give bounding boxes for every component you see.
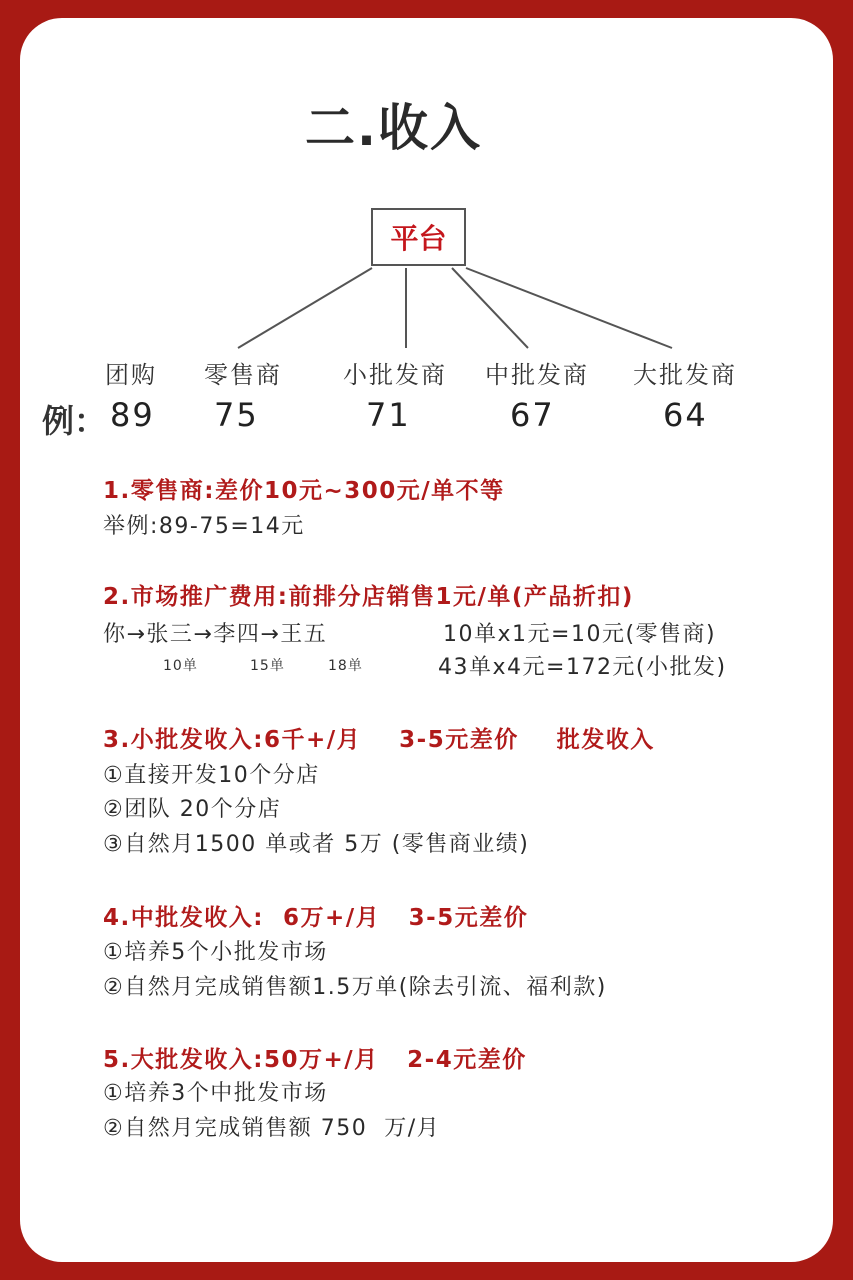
section-2-heading: 2.市场推广费用:前排分店销售1元/单(产品折扣) bbox=[103, 584, 634, 610]
section-4-heading: 4.中批发收入: 6万+/月 3-5元差价 bbox=[103, 905, 529, 931]
section-2-count-3: 18单 bbox=[328, 658, 363, 674]
price-retailer: 75 bbox=[214, 396, 259, 434]
section-4-item-1: ①培养5个小批发市场 bbox=[103, 940, 328, 965]
section-1-heading: 1.零售商:差价10元~300元/单不等 bbox=[103, 478, 505, 504]
tier-mid-wholesaler: 中批发商 bbox=[485, 361, 589, 389]
section-4-item-2: ②自然月完成销售额1.5万单(除去引流、福利款) bbox=[103, 975, 607, 1000]
tier-group-buy: 团购 bbox=[105, 361, 157, 389]
price-large-wholesaler: 64 bbox=[663, 396, 708, 434]
section-5-item-1: ①培养3个中批发市场 bbox=[103, 1081, 328, 1106]
section-1-example: 举例:89-75=14元 bbox=[103, 514, 305, 539]
tier-large-wholesaler: 大批发商 bbox=[633, 361, 737, 389]
platform-node: 平台 bbox=[371, 208, 466, 266]
section-2-calc-1: 10单x1元=10元(零售商) bbox=[443, 622, 717, 647]
price-mid-wholesaler: 67 bbox=[510, 396, 555, 434]
section-5-heading: 5.大批发收入:50万+/月 2-4元差价 bbox=[103, 1047, 527, 1073]
section-2-calc-2: 43单x4元=172元(小批发) bbox=[438, 655, 727, 680]
section-3-item-2: ②团队 20个分店 bbox=[103, 797, 282, 822]
section-2-count-2: 15单 bbox=[250, 658, 285, 674]
section-3-item-3: ③自然月1500 单或者 5万 (零售商业绩) bbox=[103, 832, 530, 857]
example-label: 例： bbox=[42, 402, 107, 440]
tier-retailer: 零售商 bbox=[204, 361, 282, 389]
price-small-wholesaler: 71 bbox=[366, 396, 411, 434]
section-3-item-1: ①直接开发10个分店 bbox=[103, 763, 320, 788]
page-title: 二.收入 bbox=[305, 99, 482, 157]
section-3-heading: 3.小批发收入:6千+/月 3-5元差价 批发收入 bbox=[103, 727, 655, 753]
section-5-item-2: ②自然月完成销售额 750 万/月 bbox=[103, 1116, 441, 1141]
section-2-count-1: 10单 bbox=[163, 658, 198, 674]
section-2-chain: 你→张三→李四→王五 bbox=[103, 622, 328, 647]
tier-small-wholesaler: 小批发商 bbox=[343, 361, 447, 389]
price-group-buy: 89 bbox=[110, 396, 155, 434]
